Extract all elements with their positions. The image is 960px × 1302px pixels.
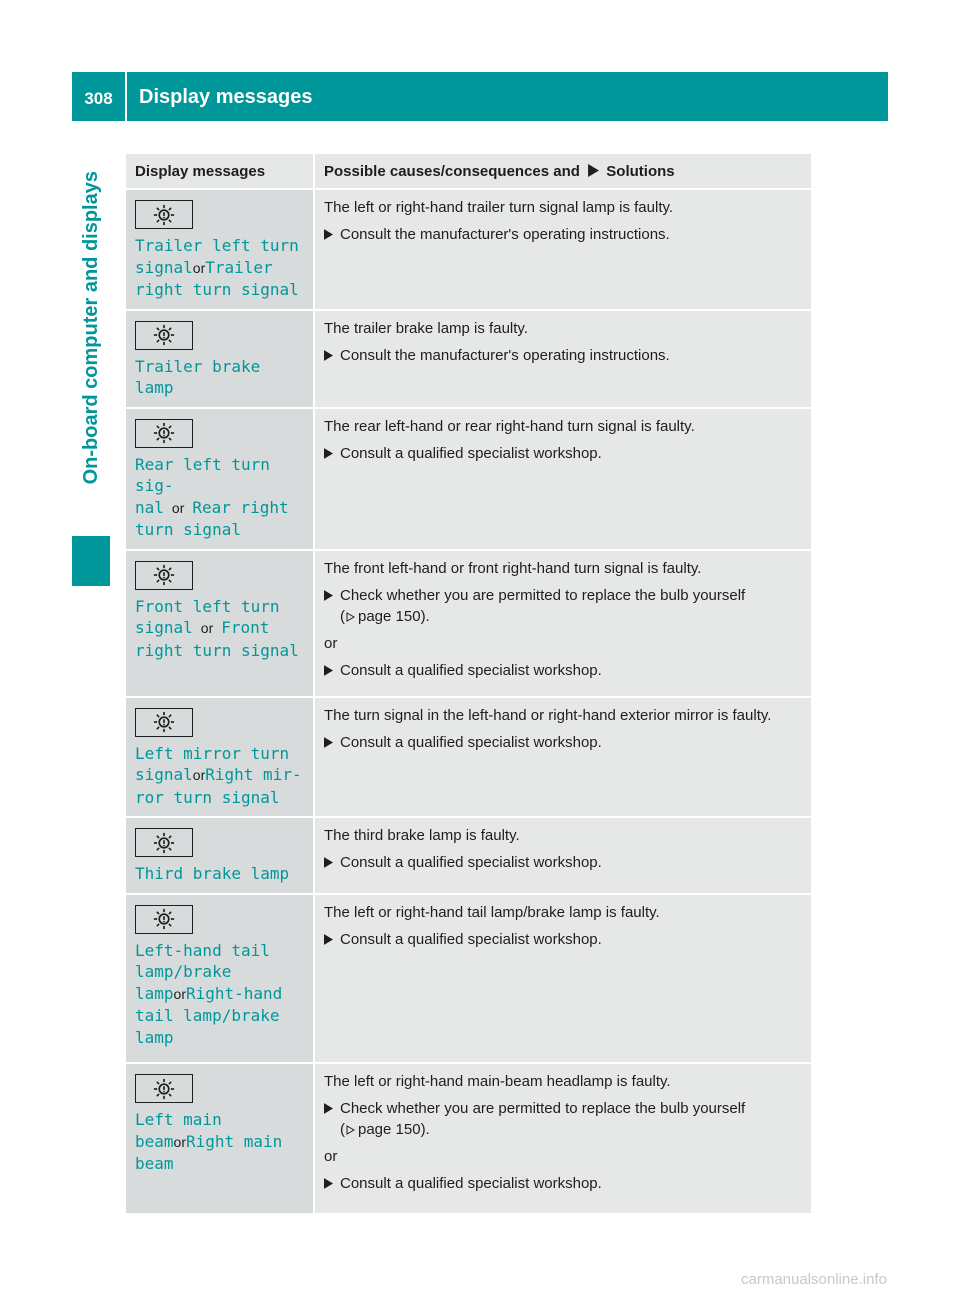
solution-cell [314, 408, 811, 550]
message-cell [126, 310, 314, 408]
display-message-text: Third brake lamp [135, 864, 290, 883]
message-cell [126, 408, 314, 550]
table-row [126, 310, 811, 408]
display-message-text: Rear left turn sig‐ nal or Rear right turn signal [135, 454, 289, 539]
table-row [126, 817, 811, 894]
cause-text: The third brake lamp is faulty. [324, 827, 520, 844]
cause-text: The rear left-hand or rear right-hand turn signal is faulty. [324, 417, 695, 435]
section-marker [72, 536, 110, 586]
message-cell [126, 697, 314, 818]
column-header-solutions [314, 154, 811, 189]
step-arrow-icon [324, 1173, 340, 1195]
display-message-text: Left main beamorRight main beam [135, 1110, 283, 1173]
message-cell [126, 550, 314, 697]
display-message-text: Front left turn signal or Front right turn signal [135, 596, 299, 660]
page-reference[interactable]: page 150). [358, 1121, 430, 1138]
message-cell [126, 1063, 314, 1214]
table-header-row [126, 154, 811, 189]
or-separator: or [324, 1148, 338, 1165]
table-row [126, 408, 811, 550]
bulb-warning-icon [135, 708, 193, 737]
table-row [126, 697, 811, 818]
step-arrow-icon [324, 929, 340, 951]
bulb-warning-icon [135, 905, 193, 934]
solution-cell [314, 550, 811, 697]
solution-step: Consult a qualified specialist workshop. [324, 1173, 801, 1195]
step-arrow-icon [324, 852, 340, 874]
watermark: carmanualsonline.info [741, 1271, 887, 1288]
cause-text: The turn signal in the left-hand or right-hand exterior mirror is faulty. [324, 706, 772, 724]
page-ref-triangle-icon [346, 612, 355, 622]
display-message-text: Left-hand tail lamp/brake lamporRight-hand tail lamp/brake lamp [135, 940, 283, 1047]
bulb-warning-icon [135, 200, 193, 229]
solution-cell [314, 894, 811, 1064]
step-arrow-icon [324, 585, 340, 627]
step-arrow-icon [324, 224, 340, 246]
solution-step: Consult a qualified specialist workshop. [324, 852, 801, 874]
message-cell [126, 189, 314, 310]
section-tab [72, 121, 110, 586]
bulb-warning-icon [135, 419, 193, 448]
table-row [126, 550, 811, 697]
column-header-causes: Possible causes/consequences and [324, 163, 580, 180]
page-header [72, 72, 888, 121]
step-arrow-icon [324, 1098, 340, 1140]
table-row [126, 894, 811, 1064]
display-message-text: Trailer left turn signalorTrailer right turn signal [135, 236, 299, 299]
step-arrow-icon [324, 732, 340, 754]
page-reference[interactable]: page 150). [358, 607, 430, 625]
solution-step: Consult a qualified specialist workshop. [324, 732, 801, 754]
step-arrow-icon [324, 443, 340, 465]
solution-cell [314, 697, 811, 818]
cause-text: The left or right-hand trailer turn signal lamp is faulty. [324, 199, 674, 216]
step-arrow-icon [324, 660, 340, 682]
display-message-text: Trailer brake lamp [135, 356, 261, 397]
or-separator: or [324, 634, 338, 652]
solution-cell [314, 817, 811, 894]
display-messages-table [126, 154, 811, 1215]
message-cell [126, 817, 314, 894]
cause-text: The left or right-hand main-beam headlamp is faulty. [324, 1073, 671, 1090]
solutions-arrow-icon [588, 164, 599, 177]
solution-step: Consult a qualified specialist workshop. [324, 929, 801, 951]
cause-text: The front left-hand or front right-hand turn signal is faulty. [324, 559, 702, 577]
solution-step: Consult a qualified specialist workshop. [324, 660, 801, 682]
cause-text: The trailer brake lamp is faulty. [324, 319, 528, 337]
solution-step: Consult the manufacturer's operating instructions. [324, 224, 801, 246]
column-header-solutions-label: Solutions [606, 163, 675, 180]
solution-step: Consult a qualified specialist workshop. [324, 443, 801, 465]
solution-cell [314, 189, 811, 310]
column-header-messages: Display messages [126, 154, 314, 189]
bulb-warning-icon [135, 828, 193, 857]
page-number: 308 [84, 88, 113, 108]
message-cell [126, 894, 314, 1064]
cause-text: The left or right-hand tail lamp/brake lamp is faulty. [324, 903, 660, 921]
bulb-warning-icon [135, 561, 193, 590]
solution-cell [314, 1063, 811, 1214]
solution-step: Check whether you are permitted to replace the bulb yourself ( page 150). [324, 585, 801, 627]
page-title: Display messages [139, 86, 313, 108]
bulb-warning-icon [135, 321, 193, 350]
solution-cell [314, 310, 811, 408]
display-message-text: Left mirror turn signalorRight mir‐ ror turn signal [135, 743, 302, 807]
table-row [126, 1063, 811, 1214]
step-arrow-icon [324, 345, 340, 367]
solution-step: Consult the manufacturer's operating instructions. [324, 345, 801, 367]
page-ref-triangle-icon [346, 1125, 355, 1135]
solution-step: Check whether you are permitted to replace the bulb yourself ( page 150). [324, 1098, 801, 1140]
bulb-warning-icon [135, 1074, 193, 1103]
section-title: On-board computer and displays [79, 171, 102, 485]
table-row [126, 189, 811, 310]
